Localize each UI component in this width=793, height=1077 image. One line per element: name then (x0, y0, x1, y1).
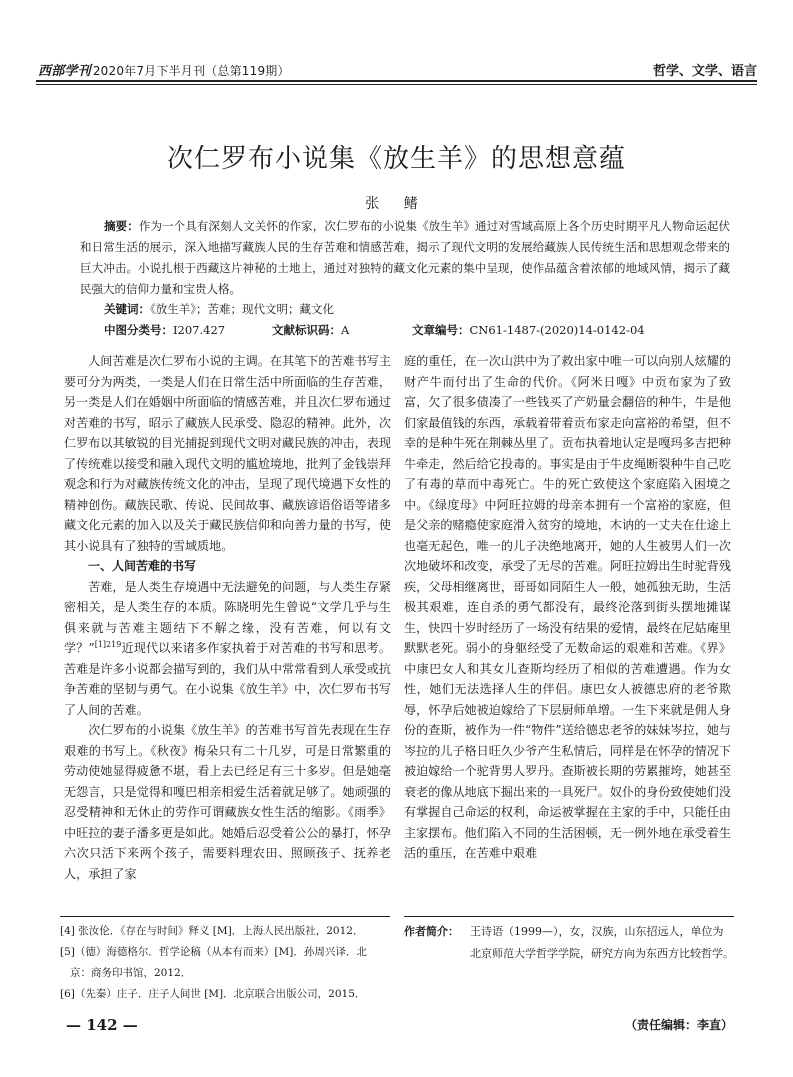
author-bio (404, 921, 734, 965)
abstract (80, 216, 730, 300)
page-number: — 142 — (66, 1016, 138, 1034)
footnote-rule-right (404, 916, 734, 917)
art-label: 文章编号： (412, 323, 470, 337)
body-column-left (64, 351, 391, 884)
bio-text: 王诗语（1999—），女，汉族，山东招远人，单位为北京师范大学哲学学院，研究方向为东西方比较哲学。 (470, 925, 734, 960)
article-title: 次仁罗布小说集《放生羊》的思想意蕴 (166, 144, 626, 174)
abstract-text: 作为一个具有深刻人文关怀的作家，次仁罗布的小说集《放生羊》通过对雪域高原上各个历史时期平凡人物命运起伏和日常生活的展示，深入地描写藏族人民的生存苦难和情感苦难，揭示了现代文明的发展给藏族人民传统生活和思想观念带来的巨大冲击。小说扎根于西藏这片神秘的土地上，通过对独特的藏文化元素的集中呈现，使作品蕴含着浓郁的地域风情，揭示了藏民强大的信仰力量和宝贵人格。 (80, 219, 730, 296)
abstract-label: 摘要： (104, 219, 139, 233)
header-rule (36, 80, 757, 82)
paragraph: 人间苦难是次仁罗布小说的主调。在其笔下的苦难书写主要可分为两类，一类是人们在日常生活中所面临的生存苦难，另一类是人们在婚姻中所面临的情感苦难，并且次仁罗布通过对苦难的书写，昭示了藏族人民承受、隐忍的精神。此外，次仁罗布以其敏锐的目光捕捉到现代文明对藏民族的冲击，表现了传统难以接受和融入现代文明的尴尬境地，批判了金钱崇拜观念和行为对藏族传统文化的冲击，呈现了现代境遇下女性的精神创伤。藏族民歌、传说、民间故事、藏族谚语俗语等诸多藏文化元素的加入以及关于藏民族信仰和向善力量的书写，使其小说具有了独特的雪域质地。 (64, 354, 391, 553)
paragraph: 次仁罗布的小说集《放生羊》的苦难书写首先表现在生存艰难的书写上。《秋夜》梅朵只有二十几岁，可是日常繁重的劳动使她显得疲惫不堪，看上去已经足有三十多岁。但是她毫无怨言，只是觉得和嘎巴相亲相爱生活着就足够了。她顽强的忍受精神和无休止的劳作可谓藏族女性生活的缩影。《雨季》中旺拉的妻子潘多更是如此。她婚后忍受着公公的暴打，怀孕六次只活下来两个孩子，需要料理农田、照顾孩子、抚养老人，承担了家 (64, 723, 391, 881)
paragraph: 庭的重任，在一次山洪中为了救出家中唯一可以向别人炫耀的财产牛而付出了生命的代价。《阿米日嘎》中贡布家为了致富，欠了很多债凑了一些钱买了产奶量会翻倍的种牛，牛是他们家最值钱的东西，承载着带着贡布家走向富裕的希望，但不幸的是种牛死在荆棘丛里了。贡布执着地认定是嘎玛多吉把种牛牵走，然后给它投毒的。事实是由于牛皮绳断裂种牛自己吃了有毒的草而中毒死亡。牛的死亡致使这个家庭陷入困境之中。《绿度母》中阿旺拉姆的母亲本拥有一个富裕的家庭，但是父亲的赌瘾使家庭滑入贫穷的境地，木讷的一丈夫在仕途上也毫无起色，唯一的儿子决绝地离开，她的人生被男人们一次次地破坏和改变，承受了无尽的苦难。阿旺拉姆出生时驼背残疾，父母相继离世，哥哥如同陌生人一般，她孤独无助，生活极其艰难，连自杀的勇气都没有，最终沦落到街头摆地摊谋生，快四十岁时经历了一场没有结果的爱情，最终在尼姑庵里默默老死。弱小的身躯经受了无数命运的艰难和苦难。《界》中康巴女人和其女儿查斯均经历了相似的苦难遭遇。作为女性，她们无法选择人生的伴侣。康巴女人被德忠府的老爷欺辱，怀孕后她被迫嫁给了下层厨师单增。一生下来就是佣人身份的查斯，被作为一件“物件”送给德忠老爷的妹妹岑拉，她与岑拉的儿子格日旺久少爷产生私情后，同样是在怀孕的情况下被迫嫁给一个驼背男人罗丹。查斯被长期的劳累摧垮，她甚至衰老的像从地底下掘出来的一具死尸。奴仆的身份致使她们没有掌握自己命运的权利，命运被掌握在主家的手中，只能任由主家摆布。他们陷入不同的生活困顿，无一例外地在承受着生活的重压，在苦难中艰难 (404, 354, 731, 860)
clc-label: 中图分类号： (104, 323, 173, 337)
reference-item: [4] 张汝伦．《存在与时间》释义 [M]．上海人民出版社，2012． (60, 925, 364, 937)
paragraph (64, 577, 391, 721)
keywords-label: 关键词： (104, 302, 150, 316)
running-header (36, 58, 757, 80)
references (60, 921, 390, 1005)
doc-value: A (341, 323, 350, 337)
paragraph-text: 苦难，是人类生存境遇中无法避免的问题，与人类生存紧密相关，是人类生存的本质。陈晓明先生曾说“文学几乎与生俱来就与苦难主题结下不解之缘，没有苦难，何以有文学？” (64, 579, 391, 655)
section-name: 哲学、文学、语言 (652, 64, 757, 79)
body-column-right (404, 351, 731, 864)
doc-code (272, 322, 349, 338)
doc-label: 文献标识码： (272, 323, 341, 337)
keywords-text: 《放生羊》；苦难；现代文明；藏文化 (150, 302, 334, 316)
paragraph-text: 近现代以来诸多作家执着于对苦难的书写和思考。苦难是许多小说都会描写到的，我们从中常常看到人承受或抗争苦难的坚韧与勇气。在小说集《放生羊》中，次仁罗布书写了人间的苦难。 (64, 641, 391, 717)
issue-info: 2020年7月下半月刊（总第119期） (92, 64, 290, 78)
bio-label: 作者简介： (404, 925, 459, 938)
citation-mark: [1]219 (94, 639, 122, 649)
header-rule-thin (36, 84, 757, 85)
art-value: CN61-1487-(2020)14-0142-04 (469, 323, 645, 337)
keywords (104, 301, 334, 317)
reference-item: [6]（先秦）庄子．庄子人间世 [M]．北京联合出版公司，2015． (60, 988, 366, 1000)
journal-name: 西部学刊 (38, 64, 91, 79)
reference-item-continued: 京：商务印书馆，2012． (70, 967, 192, 979)
clc-value: I207.427 (173, 323, 226, 337)
article-author: 张 鳍 (365, 196, 428, 212)
clc-number (104, 322, 225, 338)
reference-item: [5]（德）海德格尔．哲学论稿（从本有而来）[M]．孙周兴译．北 (60, 946, 367, 958)
section-heading: 一、人间苦难的书写 (88, 559, 197, 573)
responsible-editor: （责任编辑：李直） (624, 1018, 733, 1032)
header-left (38, 60, 290, 79)
footnote-rule-left (60, 916, 390, 917)
article-number (412, 322, 645, 338)
